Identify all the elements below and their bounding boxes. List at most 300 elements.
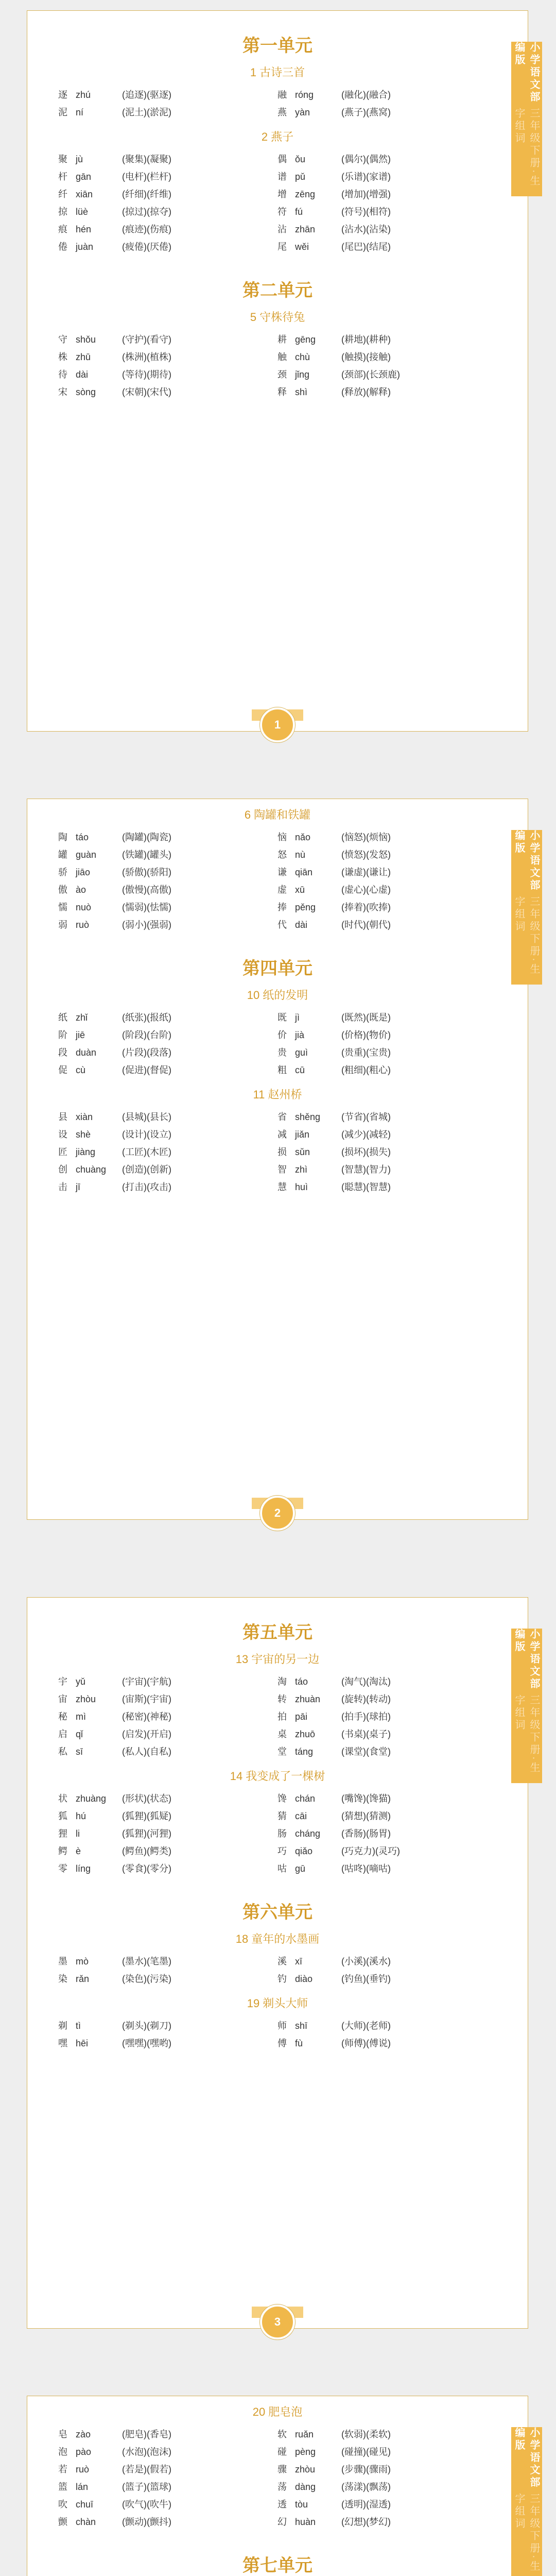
pinyin: jǐng — [295, 369, 310, 380]
page-number: 2 — [260, 1496, 295, 1531]
character: 慧 — [277, 1182, 287, 1192]
word-row — [58, 1842, 277, 1860]
unit-heading: 第七单元 — [242, 2556, 312, 2575]
pinyin: jì — [295, 1012, 300, 1023]
word-row — [277, 2017, 497, 2035]
character: 堂 — [277, 1747, 287, 1757]
word-row — [277, 383, 497, 401]
pinyin: shè — [76, 1129, 91, 1140]
character: 私 — [58, 1747, 67, 1757]
example-words: (弱小)(强弱) — [122, 920, 171, 930]
example-words: (智慧)(智力) — [341, 1164, 391, 1175]
word-row — [58, 150, 277, 168]
word-row — [277, 1161, 497, 1178]
word-row — [277, 2461, 497, 2478]
example-words: (释放)(解释) — [341, 387, 391, 397]
pinyin: li — [76, 1828, 80, 1839]
character: 燕 — [277, 107, 287, 117]
word-row — [58, 1825, 277, 1842]
example-words: (纤细)(纤维) — [122, 189, 171, 199]
character: 减 — [277, 1129, 287, 1140]
word-column — [277, 1009, 497, 1079]
word-row — [277, 916, 497, 934]
example-words: (零食)(零分) — [122, 1863, 171, 1874]
word-row — [277, 1807, 497, 1825]
word-row — [58, 1790, 277, 1807]
character: 倦 — [58, 242, 67, 252]
character: 掠 — [58, 207, 67, 217]
lesson-title: 10 纸的发明 — [247, 989, 308, 1002]
pinyin: pěng — [295, 902, 316, 912]
pinyin: chàn — [76, 2517, 96, 2527]
example-words: (守护)(看守) — [122, 334, 171, 345]
pinyin: jī — [76, 1182, 80, 1192]
word-columns — [27, 1009, 528, 1079]
lesson-title: 13 宇宙的另一边 — [235, 1653, 320, 1666]
unit-heading: 第六单元 — [242, 1903, 312, 1922]
character: 逐 — [58, 90, 67, 100]
word-column — [277, 1108, 497, 1196]
character: 痕 — [58, 224, 67, 234]
example-words: (片段)(段落) — [122, 1047, 171, 1058]
word-row — [58, 2035, 277, 2052]
word-row — [58, 203, 277, 221]
example-words: (陶罐)(陶瓷) — [122, 832, 171, 842]
word-row — [58, 221, 277, 238]
example-words: (傲慢)(高傲) — [122, 885, 171, 895]
example-words: (篮子)(篮球) — [122, 2482, 171, 2492]
side-banner-subtitle: 三年级下册·生字组词 — [513, 2493, 540, 2573]
word-column — [277, 828, 497, 934]
pinyin: ruǎn — [295, 2429, 314, 2439]
pinyin: pào — [76, 2447, 92, 2457]
character: 粗 — [277, 1065, 287, 1075]
pinyin: cāi — [295, 1811, 307, 1821]
character: 陶 — [58, 832, 67, 842]
worksheet-page — [27, 10, 540, 732]
character: 宋 — [58, 387, 67, 397]
example-words: (尾巴)(结尾) — [341, 242, 391, 252]
worksheet-page — [27, 1597, 540, 2329]
pinyin: lán — [76, 2482, 89, 2492]
example-words: (启发)(开启) — [122, 1729, 171, 1739]
example-words: (时代)(朝代) — [341, 920, 391, 930]
word-row — [58, 846, 277, 863]
word-columns — [27, 331, 528, 401]
example-words: (荡漾)(飘荡) — [341, 2482, 391, 2492]
example-words: (捧着)(吹捧) — [341, 902, 391, 912]
word-column — [58, 1108, 277, 1196]
pinyin: chuàng — [76, 1164, 107, 1175]
word-column — [277, 86, 497, 121]
word-columns — [27, 86, 528, 121]
example-words: (符号)(相符) — [341, 207, 391, 217]
pinyin: xū — [295, 885, 305, 895]
word-row — [277, 1009, 497, 1026]
word-row — [58, 1044, 277, 1061]
word-row — [58, 2496, 277, 2513]
word-row — [277, 1725, 497, 1743]
word-row — [58, 238, 277, 256]
unit-heading: 第二单元 — [242, 281, 312, 300]
character: 省 — [277, 1112, 287, 1122]
pinyin: jiàng — [76, 1147, 96, 1157]
word-row — [277, 238, 497, 256]
lesson-title: 2 燕子 — [261, 130, 294, 143]
character: 软 — [277, 2429, 287, 2439]
example-words: (鳄鱼)(鳄类) — [122, 1846, 171, 1856]
word-column — [277, 331, 497, 401]
pinyin: chán — [295, 1793, 316, 1804]
character: 击 — [58, 1182, 67, 1192]
word-row — [58, 881, 277, 899]
lesson-title: 6 陶罐和铁罐 — [244, 808, 311, 821]
pinyin: jiǎn — [295, 1129, 310, 1140]
character: 聚 — [58, 154, 67, 164]
word-row — [58, 2461, 277, 2478]
word-column — [277, 2426, 497, 2531]
example-words: (若是)(假若) — [122, 2464, 171, 2475]
character: 价 — [277, 1030, 287, 1040]
character: 骤 — [277, 2464, 287, 2475]
character: 傅 — [277, 2038, 287, 2048]
word-row — [58, 383, 277, 401]
word-row — [277, 863, 497, 881]
word-row — [58, 2513, 277, 2531]
character: 守 — [58, 334, 67, 345]
word-row — [277, 1673, 497, 1690]
pinyin: shì — [295, 387, 308, 397]
word-row — [58, 348, 277, 366]
word-row — [277, 1790, 497, 1807]
character: 状 — [58, 1793, 67, 1804]
character: 若 — [58, 2464, 67, 2475]
side-banner-subtitle: 三年级下册·生字组词 — [513, 1694, 540, 1774]
word-row — [277, 331, 497, 348]
character: 谦 — [277, 867, 287, 877]
word-row — [58, 1108, 277, 1126]
example-words: (粗细)(粗心) — [341, 1065, 391, 1075]
pinyin: zhān — [295, 224, 316, 234]
word-column — [58, 2426, 277, 2531]
example-words: (软弱)(柔软) — [341, 2429, 391, 2439]
character: 吹 — [58, 2499, 67, 2510]
character: 株 — [58, 352, 67, 362]
example-words: (等待)(期待) — [122, 369, 171, 380]
pinyin: zhǐ — [76, 1012, 88, 1023]
character: 染 — [58, 1974, 67, 1984]
pinyin: shěng — [295, 1112, 321, 1122]
example-words: (打击)(攻击) — [122, 1182, 171, 1192]
pinyin: huàn — [295, 2517, 316, 2527]
character: 皂 — [58, 2429, 67, 2439]
example-words: (幻想)(梦幻) — [341, 2517, 391, 2527]
lesson-title: 11 赵州桥 — [253, 1088, 302, 1101]
pinyin: xiān — [76, 189, 93, 199]
pinyin: mì — [76, 1711, 86, 1722]
example-words: (师傅)(傅说) — [341, 2038, 391, 2048]
example-words: (融化)(融合) — [341, 90, 391, 100]
character: 幻 — [277, 2517, 287, 2527]
character: 宇 — [58, 1676, 67, 1687]
pinyin: zhuàn — [295, 1694, 321, 1704]
example-words: (狐狸)(河狸) — [122, 1828, 171, 1839]
lesson-title: 18 童年的水墨画 — [235, 1933, 320, 1945]
word-row — [58, 1807, 277, 1825]
word-row — [58, 168, 277, 185]
word-row — [58, 916, 277, 934]
example-words: (透明)(湿透) — [341, 2499, 391, 2510]
pinyin: jiē — [76, 1030, 85, 1040]
character: 贵 — [277, 1047, 287, 1058]
pinyin: è — [76, 1846, 81, 1856]
word-column — [58, 86, 277, 121]
word-row — [277, 1953, 497, 1970]
character: 溪 — [277, 1956, 287, 1967]
word-row — [58, 1126, 277, 1143]
pinyin: gān — [76, 172, 92, 182]
word-row — [58, 899, 277, 916]
pinyin: wěi — [295, 242, 309, 252]
word-row — [58, 1743, 277, 1760]
word-row — [58, 1061, 277, 1079]
pinyin: yàn — [295, 107, 310, 117]
pinyin: guàn — [76, 850, 97, 860]
example-words: (损坏)(损失) — [341, 1147, 391, 1157]
example-words: (宋朝)(宋代) — [122, 387, 171, 397]
word-column — [58, 1953, 277, 1988]
pinyin: xiàn — [76, 1112, 93, 1122]
example-words: (聚集)(凝聚) — [122, 154, 171, 164]
pinyin: zhì — [295, 1164, 308, 1175]
character: 肠 — [277, 1828, 287, 1839]
pinyin: zhuō — [295, 1729, 316, 1739]
word-row — [58, 863, 277, 881]
example-words: (书桌)(桌子) — [341, 1729, 391, 1739]
word-row — [58, 1953, 277, 1970]
example-words: (淘气)(淘汰) — [341, 1676, 391, 1687]
character: 师 — [277, 2021, 287, 2031]
character: 颈 — [277, 369, 287, 380]
character: 创 — [58, 1164, 67, 1175]
example-words: (私人)(自私) — [122, 1747, 171, 1757]
pinyin: dài — [295, 920, 308, 930]
character: 代 — [277, 920, 287, 930]
word-row — [277, 1842, 497, 1860]
word-row — [58, 1970, 277, 1988]
word-row — [277, 1743, 497, 1760]
example-words: (宇宙)(宇航) — [122, 1676, 171, 1687]
character: 荡 — [277, 2482, 287, 2492]
pinyin: diào — [295, 1974, 313, 1984]
page-number: 1 — [260, 707, 295, 742]
word-row — [277, 1970, 497, 1988]
unit-heading: 第五单元 — [242, 1623, 312, 1642]
character: 匠 — [58, 1147, 67, 1157]
example-words: (水泡)(泡沫) — [122, 2447, 171, 2457]
character: 嘿 — [58, 2038, 67, 2048]
character: 耕 — [277, 334, 287, 345]
pinyin: yǔ — [76, 1676, 86, 1687]
character: 泥 — [58, 107, 67, 117]
character: 罐 — [58, 850, 67, 860]
side-banner — [511, 2427, 542, 2576]
unit-heading: 第四单元 — [242, 959, 312, 978]
word-column — [58, 1009, 277, 1079]
word-row — [58, 828, 277, 846]
character: 傲 — [58, 885, 67, 895]
word-row — [58, 1708, 277, 1725]
example-words: (痕迹)(伤痕) — [122, 224, 171, 234]
side-banner-title: 小学语文部编版 — [513, 1629, 540, 1690]
example-words: (骄傲)(骄阳) — [122, 867, 171, 877]
pinyin: ní — [76, 107, 84, 117]
pinyin: zhú — [76, 90, 91, 100]
character: 墨 — [58, 1956, 67, 1967]
pinyin: zhuàng — [76, 1793, 107, 1804]
example-words: (恼怒)(烦恼) — [341, 832, 391, 842]
example-words: (形状)(状态) — [122, 1793, 171, 1804]
word-columns — [27, 1673, 528, 1760]
word-row — [277, 899, 497, 916]
pinyin: pǔ — [295, 172, 306, 182]
example-words: (虚心)(心虚) — [341, 885, 391, 895]
word-column — [58, 828, 277, 934]
word-row — [277, 366, 497, 383]
pinyin: chuī — [76, 2499, 94, 2510]
pinyin: pāi — [295, 1711, 308, 1722]
word-row — [277, 1178, 497, 1196]
example-words: (燕子)(燕窝) — [341, 107, 391, 117]
side-banner-title: 小学语文部编版 — [513, 2427, 540, 2489]
pinyin: táo — [295, 1676, 308, 1687]
pinyin: táo — [76, 832, 89, 842]
pinyin: qiǎo — [295, 1846, 313, 1856]
character: 谱 — [277, 172, 287, 182]
pinyin: sǔn — [295, 1147, 310, 1157]
example-words: (县城)(县长) — [122, 1112, 171, 1122]
pinyin: huì — [295, 1182, 308, 1192]
pinyin: hú — [76, 1811, 86, 1821]
pinyin: ruò — [76, 920, 90, 930]
word-column — [277, 2017, 497, 2052]
example-words: (颈部)(长颈鹿) — [341, 369, 400, 380]
example-words: (染色)(污染) — [122, 1974, 171, 1984]
worksheet-page — [27, 799, 540, 1520]
character: 恼 — [277, 832, 287, 842]
pinyin: táng — [295, 1747, 314, 1757]
example-words: (偶尔)(偶然) — [341, 154, 391, 164]
word-row — [277, 168, 497, 185]
word-row — [58, 1178, 277, 1196]
word-column — [58, 150, 277, 256]
pinyin: cù — [76, 1065, 86, 1075]
pinyin: zhū — [76, 352, 91, 362]
pinyin: tì — [76, 2021, 81, 2031]
pinyin: ruò — [76, 2464, 90, 2475]
page-number: 3 — [260, 2304, 295, 2340]
worksheet-page — [27, 2396, 540, 2576]
word-row — [277, 828, 497, 846]
example-words: (步骤)(骤雨) — [341, 2464, 391, 2475]
character: 偶 — [277, 154, 287, 164]
character: 纸 — [58, 1012, 67, 1023]
pinyin: cháng — [295, 1828, 321, 1839]
example-words: (追逐)(驱逐) — [122, 90, 171, 100]
example-words: (碰撞)(碰见) — [341, 2447, 391, 2457]
lesson-title: 19 剃头大师 — [247, 1997, 308, 2010]
character: 符 — [277, 207, 287, 217]
example-words: (疲倦)(厌倦) — [122, 242, 171, 252]
example-words: (谦虚)(谦让) — [341, 867, 391, 877]
character: 设 — [58, 1129, 67, 1140]
word-column — [58, 1673, 277, 1760]
pinyin: fú — [295, 207, 303, 217]
example-words: (大师)(老师) — [341, 2021, 391, 2031]
word-row — [277, 846, 497, 863]
character: 宙 — [58, 1694, 67, 1704]
word-row — [58, 1725, 277, 1743]
example-words: (触摸)(接触) — [341, 352, 391, 362]
example-words: (拍手)(球拍) — [341, 1711, 391, 1722]
example-words: (工匠)(木匠) — [122, 1147, 171, 1157]
example-words: (促进)(督促) — [122, 1065, 171, 1075]
word-row — [58, 86, 277, 104]
character: 转 — [277, 1694, 287, 1704]
word-row — [277, 150, 497, 168]
word-column — [58, 2017, 277, 2052]
pinyin: xī — [295, 1956, 303, 1967]
example-words: (香肠)(肠胃) — [341, 1828, 391, 1839]
word-row — [58, 2478, 277, 2496]
example-words: (阶段)(台阶) — [122, 1030, 171, 1040]
character: 懦 — [58, 902, 67, 912]
example-words: (节省)(省城) — [341, 1112, 391, 1122]
example-words: (懦弱)(怯懦) — [122, 902, 171, 912]
character: 弱 — [58, 920, 67, 930]
pinyin: zhòu — [295, 2464, 316, 2475]
word-row — [58, 2426, 277, 2443]
word-row — [277, 221, 497, 238]
lesson-title: 1 古诗三首 — [250, 66, 305, 79]
pinyin: qǐ — [76, 1729, 83, 1739]
character: 拍 — [277, 1711, 287, 1722]
example-words: (铁罐)(罐头) — [122, 850, 171, 860]
word-column — [277, 1673, 497, 1760]
word-row — [58, 185, 277, 203]
pinyin: sòng — [76, 387, 96, 397]
word-row — [277, 348, 497, 366]
word-row — [277, 185, 497, 203]
example-words: (宙斯)(宇宙) — [122, 1694, 171, 1704]
character: 释 — [277, 387, 287, 397]
word-row — [277, 2426, 497, 2443]
word-row — [58, 104, 277, 121]
pinyin: lüè — [76, 207, 89, 217]
character: 咕 — [277, 1863, 287, 1874]
word-column — [277, 150, 497, 256]
example-words: (耕地)(耕种) — [341, 334, 391, 345]
word-row — [277, 1825, 497, 1842]
character: 钓 — [277, 1974, 287, 1984]
pinyin: gēng — [295, 334, 316, 345]
example-words: (电杆)(栏杆) — [122, 172, 171, 182]
side-banner-title: 小学语文部编版 — [513, 42, 540, 104]
word-row — [277, 203, 497, 221]
pinyin: shǒu — [76, 334, 96, 345]
example-words: (乐谱)(家谱) — [341, 172, 391, 182]
pinyin: zào — [76, 2429, 91, 2439]
